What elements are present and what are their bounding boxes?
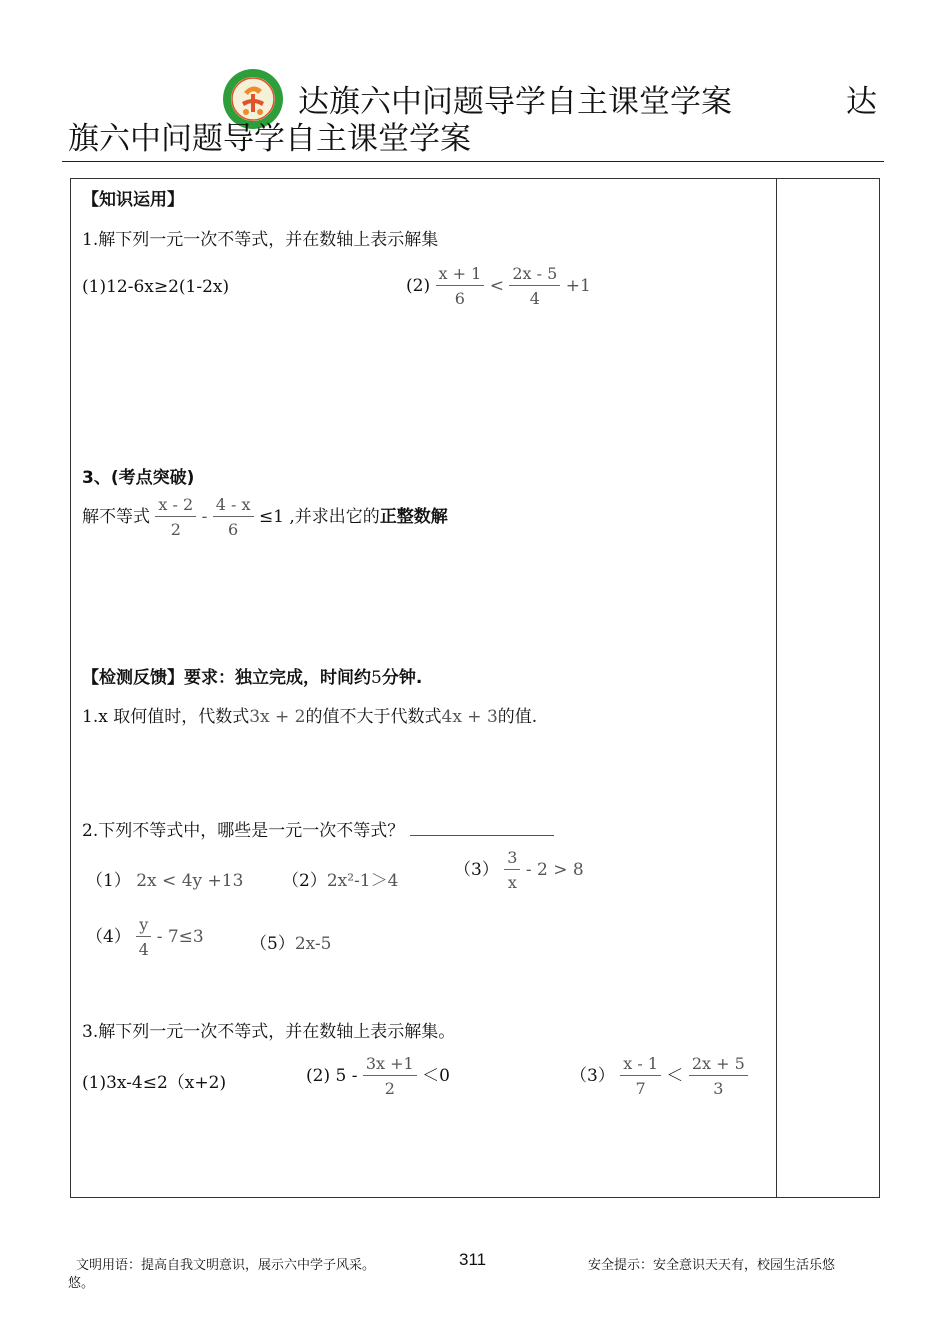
fraction: $\frac{4 - x}{6}$ — [213, 497, 254, 538]
header-title-line1: 达旗六中问题导学自主课堂学案 — [298, 84, 732, 120]
q1-part2 — [406, 266, 591, 307]
fraction: $\frac{x - 2}{2}$ — [155, 497, 196, 538]
footer-civility-slogan: 文明用语：提高自我文明意识，展示六中学子风采。 — [76, 1258, 376, 1273]
q2-option-2: （2）2x²-1＞4 — [282, 871, 399, 891]
q2-option-4: （4） $\frac{y}{4}$ - 7≤3 — [86, 915, 204, 959]
emphasis-positive-integer-solutions: 正整数解 — [379, 507, 448, 527]
requirement-text: 要求：独立完成，时间约 — [184, 668, 371, 688]
less-than: < — [489, 276, 504, 296]
header-title-line2: 旗六中问题导学自主课堂学案 — [68, 121, 471, 157]
header-divider — [62, 161, 884, 162]
fraction: $\frac{y}{4}$ — [136, 917, 151, 958]
notes-column-divider — [776, 178, 777, 1198]
fraction: $\frac{3x +1}{2}$ — [363, 1056, 417, 1097]
q1-part1: (1)12-6x≥2(1-2x) — [82, 277, 230, 297]
answer-blank[interactable] — [410, 821, 554, 836]
minutes: 5 — [371, 668, 382, 688]
q3-part2: (2) 5 - $\frac{3x +1}{2}$ ＜0 — [306, 1054, 450, 1098]
q2-option-3: （3） $\frac{3}{x}$ - 2 > 8 — [454, 848, 584, 892]
fraction: $\frac{2x + 5}{3}$ — [689, 1056, 748, 1097]
fraction: $\frac{3}{x}$ — [504, 850, 520, 891]
minus-sign: - — [201, 507, 208, 527]
section-heading-knowledge: 【知识运用】 — [82, 190, 184, 210]
section-heading-feedback: 【检测反馈】 — [82, 668, 184, 688]
expression: 3x + 2 — [249, 707, 306, 727]
worksheet-table — [70, 178, 880, 1198]
fraction: $\frac{x - 1}{7}$ — [620, 1056, 661, 1097]
section-heading-breakthrough: 3、(考点突破) — [82, 468, 195, 488]
feedback-question-2: 2.下列不等式中，哪些是一元一次不等式？ — [82, 816, 554, 841]
feedback-question-3: 3.解下列一元一次不等式，并在数轴上表示解集。 — [82, 1022, 456, 1042]
breakthrough-problem — [82, 497, 448, 538]
q2-option-5: （5）2x-5 — [250, 934, 332, 954]
q3-part1: (1)3x-4≤2（x+2) — [82, 1073, 227, 1093]
fraction: $\frac{2x - 5}{4}$ — [509, 266, 560, 307]
header-title-line1-tail: 达 — [846, 84, 877, 120]
problem-text-tail: ≤1 ,并求出它的 — [258, 507, 380, 527]
footer-safety-tip-wrap: 悠。 — [68, 1276, 95, 1291]
expression: 4x + 3 — [441, 707, 498, 727]
page-number: 311 — [459, 1250, 487, 1269]
footer-safety-tip: 安全提示：安全意识天天有，校园生活乐悠 — [588, 1258, 836, 1273]
fraction: $\frac{x + 1}{6}$ — [436, 266, 485, 307]
question-1: 1.解下列一元一次不等式，并在数轴上表示解集 — [82, 230, 439, 250]
section-heading-feedback-line — [82, 663, 422, 688]
problem-text: 解不等式 — [82, 507, 150, 527]
q1-part2-label: (2) — [406, 276, 431, 296]
q2-option-1: （1） 2x < 4y +13 — [86, 871, 244, 891]
feedback-question-1: 1.x 取何值时，代数式3x + 2的值不大于代数式4x + 3的值. — [82, 707, 538, 727]
requirement-tail: 分钟. — [381, 668, 423, 688]
q3-part3: （3） $\frac{x - 1}{7}$ ＜ $\frac{2x + 5}{3}$ — [570, 1056, 748, 1097]
plus-one: +1 — [565, 276, 591, 296]
